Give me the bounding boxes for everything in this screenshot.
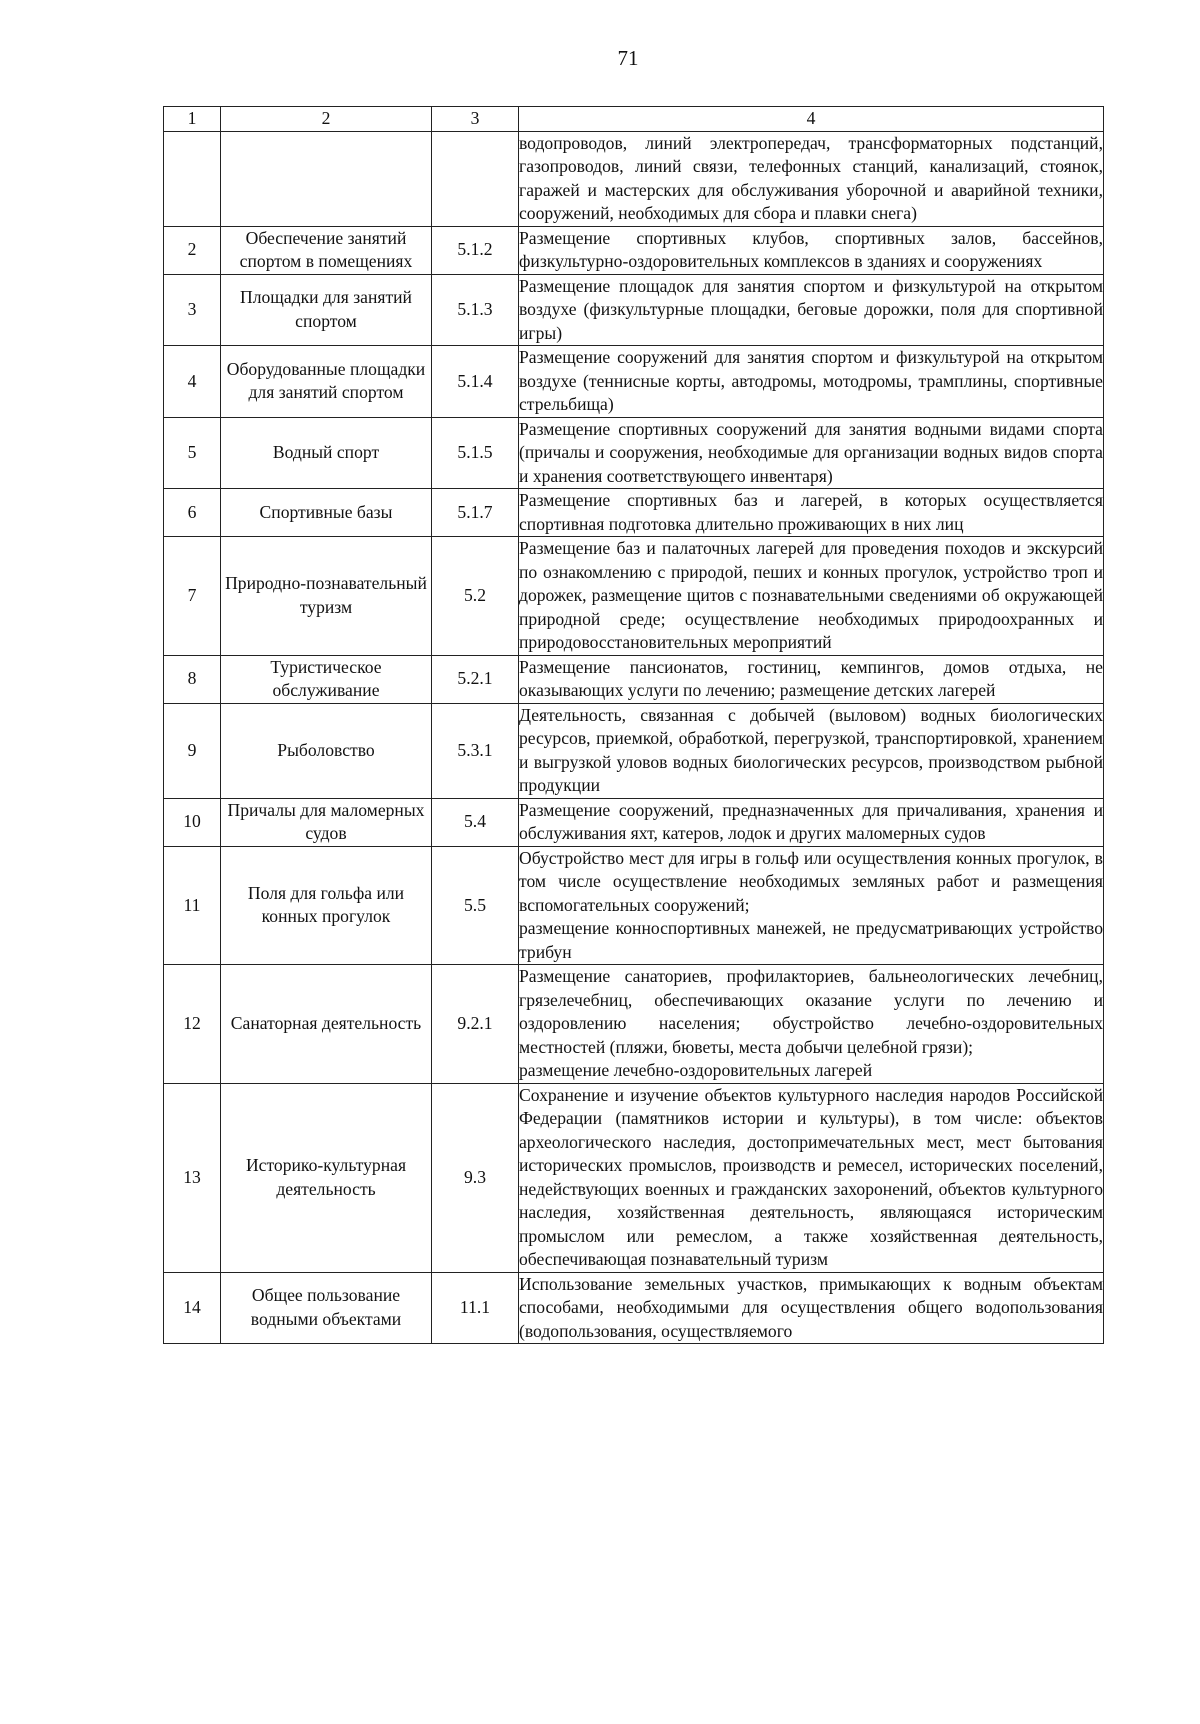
row-name: Спортивные базы	[221, 489, 432, 537]
table-row	[164, 346, 1104, 418]
row-description	[519, 703, 1104, 798]
row-code: 5.1.4	[432, 346, 519, 418]
description-paragraph: Размещение сооружений, предназначенных для причаливания, хранения и обслуживания яхт, катеров, лодок и других маломерных судов	[519, 799, 1103, 843]
row-name: Причалы для маломерных судов	[221, 798, 432, 846]
row-number: 4	[164, 346, 221, 418]
description-paragraph: Размещение площадок для занятия спортом и физкультурой на открытом воздухе (физкультурные площадки, беговые дорожки, поля для спортивной игры)	[519, 275, 1103, 343]
row-name: Водный спорт	[221, 417, 432, 489]
row-number: 13	[164, 1083, 221, 1272]
table-row	[164, 274, 1104, 346]
description-paragraph: Размещение баз и палаточных лагерей для проведения походов и экскурсий по ознакомлению с природой, пеших и конных прогулок, устройство троп и дорожек, размещение щитов с познавательными сведениями об окружающей природной среде; осуществление необходимых природоохранных и природовосстановительных мероприятий	[519, 538, 1103, 652]
description-paragraph: Обустройство мест для игры в гольф или осуществления конных прогулок, в том числе осуществление необходимых земляных работ и размещения вспомогательных сооружений;	[519, 847, 1103, 915]
row-description	[519, 965, 1104, 1084]
row-code: 5.1.2	[432, 226, 519, 274]
row-name: Природно-познавательный туризм	[221, 537, 432, 656]
row-number: 14	[164, 1272, 221, 1344]
table-row	[164, 965, 1104, 1084]
row-number: 7	[164, 537, 221, 656]
row-description	[519, 131, 1104, 226]
header-col-4: 4	[519, 107, 1104, 132]
row-code: 9.2.1	[432, 965, 519, 1084]
row-code: 5.1.3	[432, 274, 519, 346]
row-code: 5.1.7	[432, 489, 519, 537]
table-row	[164, 226, 1104, 274]
description-paragraph: Размещение спортивных сооружений для занятия водными видами спорта (причалы и сооружения, необходимые для организации водных видов спорта и хранения соответствующего инвентаря)	[519, 418, 1103, 486]
row-description	[519, 346, 1104, 418]
row-description	[519, 655, 1104, 703]
row-code: 5.2.1	[432, 655, 519, 703]
table-row	[164, 846, 1104, 965]
row-code: 11.1	[432, 1272, 519, 1344]
row-description	[519, 537, 1104, 656]
row-name: Оборудованные площадки для занятий спортом	[221, 346, 432, 418]
row-description	[519, 1272, 1104, 1344]
row-name: Общее пользование водными объектами	[221, 1272, 432, 1344]
row-name: Рыболовство	[221, 703, 432, 798]
row-description	[519, 274, 1104, 346]
row-code: 9.3	[432, 1083, 519, 1272]
description-paragraph: Деятельность, связанная с добычей (выловом) водных биологических ресурсов, приемкой, обработкой, перегрузкой, транспортировкой, хранением и выгрузкой уловов водных биологических ресурсов, производством рыбной продукции	[519, 704, 1103, 795]
table-row	[164, 1083, 1104, 1272]
row-name: Поля для гольфа или конных прогулок	[221, 846, 432, 965]
row-number: 9	[164, 703, 221, 798]
row-number: 3	[164, 274, 221, 346]
row-description	[519, 489, 1104, 537]
row-number: 10	[164, 798, 221, 846]
table-row	[164, 417, 1104, 489]
row-code: 5.1.5	[432, 417, 519, 489]
row-code: 5.2	[432, 537, 519, 656]
row-name: Историко-культурная деятельность	[221, 1083, 432, 1272]
description-paragraph: Размещение сооружений для занятия спортом и физкультурой на открытом воздухе (теннисные корты, автодромы, мотодромы, трамплины, спортивные стрельбища)	[519, 347, 1103, 414]
row-description	[519, 417, 1104, 489]
row-code	[432, 131, 519, 226]
page-number: 71	[617, 46, 639, 70]
table-row	[164, 489, 1104, 537]
description-paragraph: Размещение санаториев, профилакториев, бальнеологических лечебниц, грязелечебниц, обеспечивающих оказание услуги по лечению и оздоровлению населения; обустройство лечебно-оздоровительных местностей (пляжи, бюветы, места добычи целебной грязи);	[519, 966, 1103, 1057]
row-code: 5.5	[432, 846, 519, 965]
description-paragraph: Размещение спортивных клубов, спортивных залов, бассейнов, физкультурно-оздоровительных комплексов в зданиях и сооружениях	[519, 227, 1103, 271]
row-name: Туристическое обслуживание	[221, 655, 432, 703]
row-number: 2	[164, 226, 221, 274]
row-number: 12	[164, 965, 221, 1084]
land-use-table	[163, 106, 1104, 1344]
table-row	[164, 655, 1104, 703]
description-paragraph: Размещение пансионатов, гостиниц, кемпингов, домов отдыха, не оказывающих услуги по лечению; размещение детских лагерей	[519, 656, 1103, 700]
row-name: Обеспечение занятий спортом в помещениях	[221, 226, 432, 274]
row-description	[519, 846, 1104, 965]
table-row	[164, 537, 1104, 656]
row-number: 11	[164, 846, 221, 965]
description-paragraph: размещение лечебно-оздоровительных лагерей	[519, 1060, 873, 1080]
table-row	[164, 131, 1104, 226]
description-paragraph: Использование земельных участков, примыкающих к водным объектам способами, необходимыми для осуществления общего водопользования (водопользования, осуществляемого	[519, 1273, 1103, 1341]
row-name	[221, 131, 432, 226]
row-number: 6	[164, 489, 221, 537]
header-col-2: 2	[221, 107, 432, 132]
row-description	[519, 1083, 1104, 1272]
description-paragraph: Сохранение и изучение объектов культурного наследия народов Российской Федерации (памятников истории и культуры), в том числе: объектов археологического наследия, достопримечательных мест, мест бытования исторических промыслов, производств и ремесел, исторических поселений, недействующих военных и гражданских захоронений, объектов культурного наследия, хозяйственная деятельность, являющаяся историческим промыслом или ремеслом, а также хозяйственная деятельность, обеспечивающая познавательный туризм	[519, 1084, 1103, 1269]
table-body	[164, 131, 1104, 1344]
header-col-1: 1	[164, 107, 221, 132]
description-paragraph: водопроводов, линий электропередач, трансформаторных подстанций, газопроводов, линий связи, телефонных станций, канализаций, стоянок, гаражей и мастерских для обслуживания уборочной и аварийной техники, сооружений, необходимых для сбора и плавки снега)	[519, 132, 1103, 223]
table-row	[164, 703, 1104, 798]
row-code: 5.4	[432, 798, 519, 846]
row-description	[519, 798, 1104, 846]
row-description	[519, 226, 1104, 274]
table-row	[164, 1272, 1104, 1344]
row-name: Санаторная деятельность	[221, 965, 432, 1084]
row-number: 5	[164, 417, 221, 489]
row-number: 8	[164, 655, 221, 703]
description-paragraph: размещение конноспортивных манежей, не предусматривающих устройство трибун	[519, 918, 1103, 962]
header-row	[164, 107, 1104, 132]
row-name: Площадки для занятий спортом	[221, 274, 432, 346]
header-col-3: 3	[432, 107, 519, 132]
description-paragraph: Размещение спортивных баз и лагерей, в которых осуществляется спортивная подготовка длительно проживающих в них лиц	[519, 490, 1103, 534]
row-code: 5.3.1	[432, 703, 519, 798]
row-number	[164, 131, 221, 226]
table-row	[164, 798, 1104, 846]
